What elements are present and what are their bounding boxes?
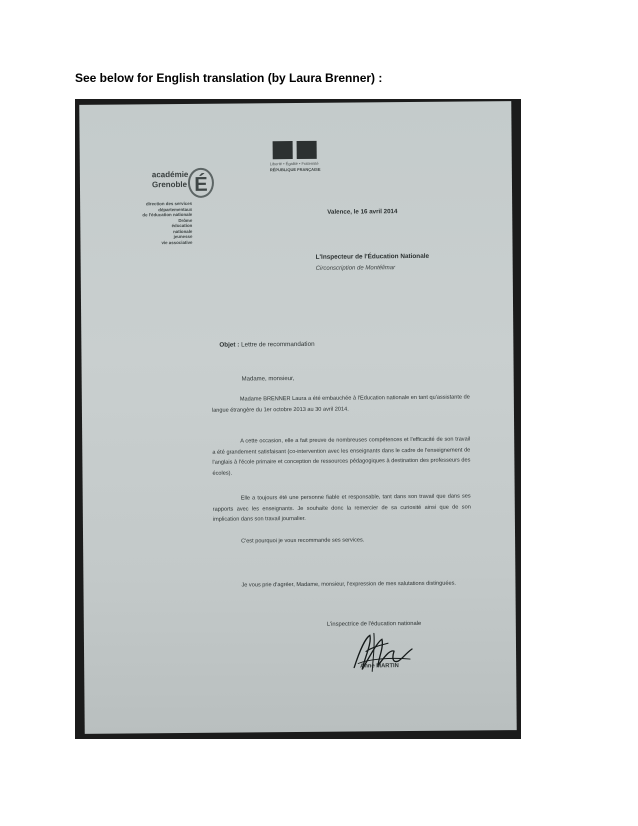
signature-name: Anne MARTIN [360,663,399,670]
body-paragraph: Madame BRENNER Laura a été embauchée à l'Education nationale en tant qu'assistante de langue étrangère du 1er octobre 2013 au 30 avril 2014. [211,394,470,414]
service-line: nationale [173,228,193,234]
service-line: jeunesse [173,233,193,240]
body-paragraph: A cette occasion, elle a fait preuve de nombreuses compétences et l'efficacité de son travail a été grandement satisfaisant (co-intervention avec les enseignants dans le cadre de l'enseignement de l'anglais à l'école primaire et conception de ressources pédagogiques à destination des professeurs des écoles). [212,436,471,477]
page-heading: See below for English translation (by Laura Brenner) : [75,71,383,85]
letter-date: Valence, le 16 avril 2014 [327,208,398,216]
salutation: Madame, monsieur, [241,376,295,383]
subject-label: Objet : [219,341,240,349]
flag-right-panel [297,141,317,159]
service-line: vie associative [161,239,193,245]
service-line: direction des services [145,200,193,207]
service-line: éducation [171,222,193,229]
service-line: départementaux [158,206,193,212]
body-paragraph: C'est pourquoi je vous recommande ses services. [241,537,365,545]
body-paragraph: Elle a toujours été une personne fiable et responsable, tant dans son travail que dans ses rapports avec les enseignants. Je souhaite donc la remercier de sa curiosité ainsi que de son implication dans son travail journalier. [212,493,471,523]
closing-paragraph: Je vous prie d'agréer, Madame, monsieur, l'expression de mes salutations distinguées. [241,580,456,589]
sender-title: L'Inspecteur de l'Éducation Nationale [315,252,430,261]
academy-name-line2: Grenoble [151,179,188,190]
academy-name-line1: académie [151,169,189,180]
marianne-flag-logo [273,141,317,159]
republic-motto: Liberté • Égalité • Fraternité [269,160,319,167]
republic-name: RÉPUBLIQUE FRANÇAISE [269,166,321,173]
service-line: Drôme [178,217,193,223]
subject-line [219,341,314,349]
service-line: de l'éducation nationale [142,211,193,218]
flag-left-panel [273,141,293,159]
letter-paper [79,101,516,734]
subject-text: Lettre de recommandation [241,340,315,349]
signature-title: L'inspectrice de l'éducation nationale [326,620,422,628]
academy-logo-icon: É [188,168,214,198]
sender-district: Circonscription de Montélimar [315,265,396,272]
letter-photo [75,99,521,739]
service-block [132,201,192,246]
